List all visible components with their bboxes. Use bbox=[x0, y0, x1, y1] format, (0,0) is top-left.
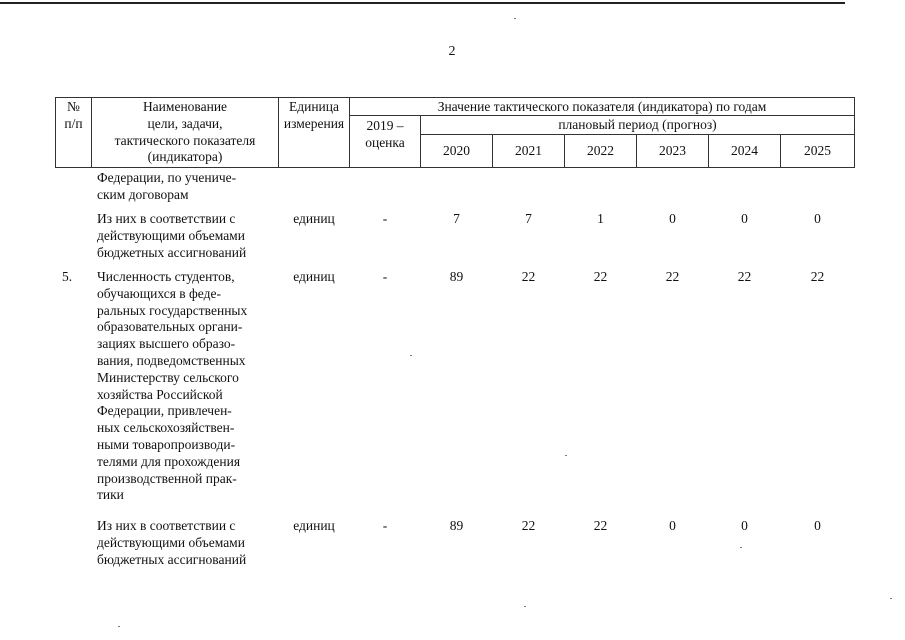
row-1-value-2021: 7 bbox=[525, 211, 532, 226]
row-2-value-2023: 22 bbox=[665, 269, 680, 284]
row-2-value-2022: 22 bbox=[593, 269, 608, 284]
header-col-plan: плановый период (прогноз) bbox=[558, 117, 717, 132]
row-3-name: Из них в соответствии с действующими объемами бюджетных ассигнований bbox=[97, 518, 247, 567]
row-2-estimate: - bbox=[382, 269, 388, 284]
row-1-value-2023: 0 bbox=[669, 211, 676, 226]
header-right-border bbox=[854, 97, 855, 167]
row-3-unit: единиц bbox=[293, 518, 335, 533]
row-2-value-2020: 89 bbox=[449, 269, 464, 284]
row-1-value-2020: 7 bbox=[453, 211, 460, 226]
scan-speck bbox=[740, 547, 742, 548]
header-bottom-rule bbox=[55, 167, 855, 168]
scan-speck bbox=[890, 598, 892, 599]
row-1-value-2022: 1 bbox=[597, 211, 604, 226]
header-top-rule bbox=[55, 97, 855, 98]
header-plan-rule bbox=[420, 134, 855, 135]
header-col-unit: Единица измерения bbox=[283, 99, 345, 131]
header-year-2020: 2020 bbox=[443, 143, 470, 158]
row-1-value-2024: 0 bbox=[741, 211, 748, 226]
header-year-2025: 2025 bbox=[804, 143, 831, 158]
row-2-value-2024: 22 bbox=[737, 269, 752, 284]
row-3-value-2022: 22 bbox=[593, 518, 608, 533]
row-3-value-2021: 22 bbox=[521, 518, 536, 533]
row-3-value-2025: 0 bbox=[814, 518, 821, 533]
header-year-2021: 2021 bbox=[515, 143, 542, 158]
page-number: 2 bbox=[448, 44, 456, 59]
row-3-estimate: - bbox=[382, 518, 388, 533]
header-year-2023: 2023 bbox=[659, 143, 686, 158]
scan-speck bbox=[410, 355, 412, 356]
row-1-unit: единиц bbox=[293, 211, 335, 226]
header-col-estimate: 2019 – оценка bbox=[365, 118, 405, 150]
header-col-number: № п/п bbox=[64, 99, 83, 131]
row-2-value-2025: 22 bbox=[810, 269, 825, 284]
row-1-estimate: - bbox=[382, 211, 388, 226]
row-3-value-2024: 0 bbox=[741, 518, 748, 533]
scan-speck bbox=[565, 455, 567, 456]
header-year-2022: 2022 bbox=[587, 143, 614, 158]
row-continuation-name: Федерации, по учениче- ским договорам bbox=[97, 170, 237, 202]
row-2-name: Численность студентов, обучающихся в феде- ральных государственных образовательных органи- зациях высшего образо- вания, подведомственных Министерству сельского хозяйства Российской Федерации, привлечен- ных сельскохозяйствен- ными товаропроизводи- телями для прохождения производственной прак- тики bbox=[97, 269, 248, 503]
row-2-value-2021: 22 bbox=[521, 269, 536, 284]
row-1-name: Из них в соответствии с действующими объемами бюджетных ассигнований bbox=[97, 211, 247, 260]
scan-speck bbox=[118, 626, 120, 627]
row-1-value-2025: 0 bbox=[814, 211, 821, 226]
top-border-rule bbox=[0, 2, 845, 4]
row-3-value-2023: 0 bbox=[669, 518, 676, 533]
row-3-value-2020: 89 bbox=[449, 518, 464, 533]
header-col-values: Значение тактического показателя (индикатора) по годам bbox=[437, 99, 767, 114]
header-col-name: Наименование цели, задачи, тактического показателя (индикатора) bbox=[114, 99, 256, 165]
scan-speck bbox=[524, 606, 526, 607]
row-2-unit: единиц bbox=[293, 269, 335, 284]
row-2-number: 5. bbox=[62, 269, 73, 284]
header-year-2024: 2024 bbox=[731, 143, 758, 158]
scan-speck bbox=[514, 18, 516, 19]
